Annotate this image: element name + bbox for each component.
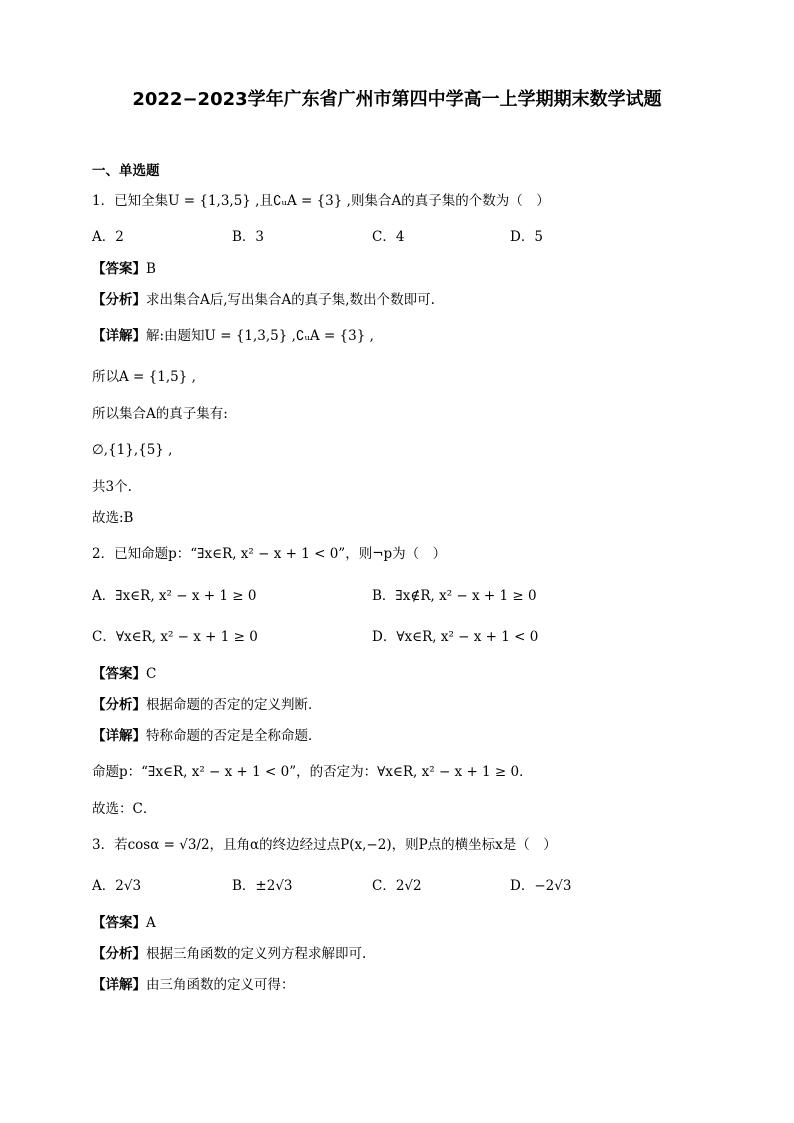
detail-text: 解:由题知U = {1,3,5} ,∁ᵤA = {3} , [146, 328, 374, 344]
answer-value: C [146, 666, 157, 682]
analysis-text: 根据命题的否定的定义判断． [146, 697, 322, 713]
analysis-tag: 【分析】 [92, 697, 146, 713]
q3-detail [92, 976, 295, 994]
q3-option-a: A．2√3 [92, 878, 142, 894]
q1-answer [92, 260, 156, 278]
answer-value: A [146, 915, 156, 931]
q1-option-a: A．2 [92, 229, 124, 245]
q1-option-c: C．4 [372, 229, 405, 245]
page-title: 2022−2023学年广东省广州市第四中学高一上学期期末数学试题 [132, 89, 662, 110]
q1-line-4: 共3个. [92, 479, 132, 495]
question-3-stem: 3．若cosα = √3/2，且角α的终边经过点P(x,−2)，则P点的横坐标x是（ ） [92, 837, 557, 853]
q2-option-d: D．∀x∈R, x² − x + 1 < 0 [372, 629, 539, 645]
analysis-tag: 【分析】 [92, 292, 146, 308]
detail-text: 特称命题的否定是全称命题． [146, 728, 322, 744]
q2-option-a: A．∃x∈R, x² − x + 1 ≥ 0 [92, 588, 257, 604]
q1-line-3: ∅,{1},{5} , [92, 442, 173, 458]
question-2-stem: 2．已知命题p：“∃x∈R, x² − x + 1 < 0”，则¬p为（ ） [92, 546, 447, 562]
q2-option-b: B．∃x∉R, x² − x + 1 ≥ 0 [372, 588, 537, 604]
q1-option-b: B．3 [232, 229, 265, 245]
answer-tag: 【答案】 [92, 915, 146, 931]
q1-line-5: 故选:B [92, 510, 134, 526]
q1-analysis [92, 291, 435, 309]
q1-detail [92, 327, 374, 345]
detail-tag: 【详解】 [92, 328, 146, 344]
question-1-stem: 1．已知全集U = {1,3,5} ,且∁ᵤA = {3} ,则集合A的真子集的个数为（ ） [92, 193, 550, 209]
q2-answer [92, 665, 156, 683]
analysis-text: 根据三角函数的定义列方程求解即可. [146, 946, 367, 962]
section-heading: 一、单选题 [92, 163, 160, 179]
q2-line-2: 故选：C． [92, 801, 157, 817]
q2-option-c: C．∀x∈R, x² − x + 1 ≥ 0 [92, 629, 258, 645]
analysis-text: 求出集合A后,写出集合A的真子集,数出个数即可. [146, 292, 435, 308]
q3-option-c: C．2√2 [372, 878, 422, 894]
q1-option-d: D．5 [510, 229, 543, 245]
q2-analysis [92, 696, 322, 714]
detail-tag: 【详解】 [92, 977, 146, 993]
detail-text: 由三角函数的定义可得： [146, 977, 295, 993]
q2-detail [92, 727, 322, 745]
answer-tag: 【答案】 [92, 261, 146, 277]
analysis-tag: 【分析】 [92, 946, 146, 962]
detail-tag: 【详解】 [92, 728, 146, 744]
q1-line-2: 所以集合A的真子集有: [92, 406, 228, 422]
q3-analysis [92, 945, 366, 963]
q3-option-d: D．−2√3 [510, 878, 572, 894]
answer-tag: 【答案】 [92, 666, 146, 682]
q1-line-1: 所以A = {1,5} , [92, 369, 196, 385]
q2-line-1: 命题p：“∃x∈R, x² − x + 1 < 0”，的否定为：∀x∈R, x² − x + 1 ≥ 0． [92, 764, 533, 780]
answer-value: B [146, 261, 156, 277]
q3-option-b: B．±2√3 [232, 878, 293, 894]
q3-answer [92, 914, 156, 932]
